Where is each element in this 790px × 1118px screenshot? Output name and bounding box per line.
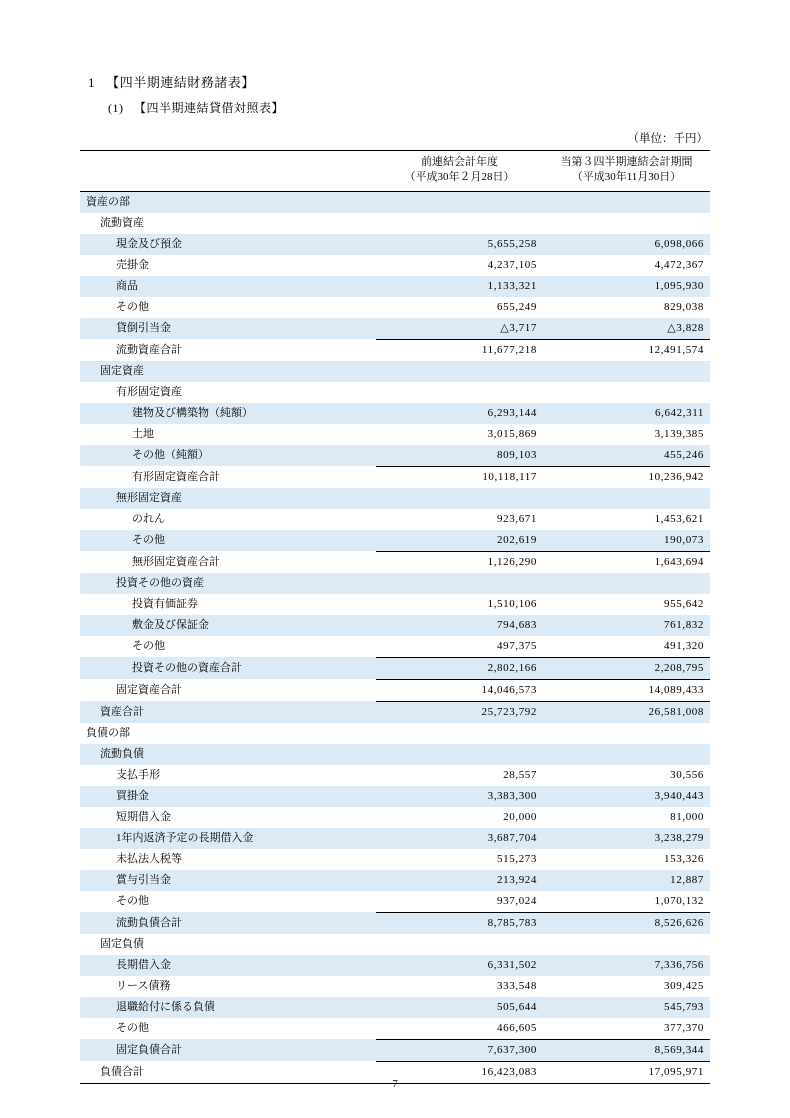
row-value-current: 153,326: [543, 849, 710, 870]
row-label: 資産合計: [80, 701, 376, 723]
row-value-current: 3,238,279: [543, 828, 710, 849]
table-row: [80, 765, 710, 786]
row-label: その他: [80, 297, 376, 318]
row-value-previous: 333,548: [376, 976, 543, 997]
table-row: [80, 912, 710, 934]
row-label: その他: [80, 636, 376, 658]
row-value-current: 190,073: [543, 530, 710, 552]
row-value-current: 1,453,621: [543, 509, 710, 530]
row-label: 負債の部: [80, 723, 376, 744]
subsection-heading: [80, 99, 710, 116]
unit-note: （単位：千円）: [627, 133, 708, 145]
row-value-previous: 16,423,083: [376, 1061, 543, 1083]
table-row: [80, 551, 710, 573]
row-value-previous: 11,677,218: [376, 339, 543, 361]
table-row: [80, 657, 710, 679]
row-label: その他: [80, 1018, 376, 1040]
section-number: 1: [88, 75, 95, 90]
row-value-current: [543, 213, 710, 234]
table-row: [80, 679, 710, 701]
row-label: 1年内返済予定の長期借入金: [80, 828, 376, 849]
row-value-previous: 923,671: [376, 509, 543, 530]
table-row: [80, 744, 710, 765]
row-label: 無形固定資産: [80, 488, 376, 509]
row-value-previous: [376, 723, 543, 744]
table-row: [80, 1018, 710, 1040]
column-header-current: [543, 151, 710, 192]
row-value-previous: 8,785,783: [376, 912, 543, 934]
row-value-previous: [376, 191, 543, 213]
row-value-current: [543, 361, 710, 382]
row-value-current: 309,425: [543, 976, 710, 997]
row-value-current: [543, 488, 710, 509]
table-row: [80, 488, 710, 509]
row-value-previous: △3,717: [376, 318, 543, 340]
row-value-previous: 2,802,166: [376, 657, 543, 679]
row-value-current: 2,208,795: [543, 657, 710, 679]
row-label: 有形固定資産: [80, 382, 376, 403]
row-value-current: 26,581,008: [543, 701, 710, 723]
table-row: [80, 213, 710, 234]
row-label: 賞与引当金: [80, 870, 376, 891]
row-value-previous: [376, 488, 543, 509]
column-header-previous: [376, 151, 543, 192]
table-row: [80, 573, 710, 594]
row-value-current: 377,370: [543, 1018, 710, 1040]
table-row: [80, 382, 710, 403]
row-value-previous: 655,249: [376, 297, 543, 318]
row-label: 固定資産合計: [80, 679, 376, 701]
row-label: 無形固定資産合計: [80, 551, 376, 573]
row-value-current: 1,070,132: [543, 891, 710, 913]
row-value-current: 3,139,385: [543, 424, 710, 445]
row-value-current: 4,472,367: [543, 255, 710, 276]
row-value-previous: 3,015,869: [376, 424, 543, 445]
row-label: 有形固定資産合計: [80, 466, 376, 488]
row-value-previous: 6,331,502: [376, 955, 543, 976]
row-value-previous: 515,273: [376, 849, 543, 870]
row-value-previous: 28,557: [376, 765, 543, 786]
column-header-current-line2: （平成30年11月30日）: [571, 170, 682, 183]
row-value-current: 10,236,942: [543, 466, 710, 488]
row-value-current: 3,940,443: [543, 786, 710, 807]
row-label: 資産の部: [80, 191, 376, 213]
row-label: 商品: [80, 276, 376, 297]
row-label: 売掛金: [80, 255, 376, 276]
section-title: 【四半期連結財務諸表】: [106, 75, 255, 90]
row-value-current: 545,793: [543, 997, 710, 1018]
row-label: 投資その他の資産合計: [80, 657, 376, 679]
row-label: 敷金及び保証金: [80, 615, 376, 636]
row-value-previous: 505,644: [376, 997, 543, 1018]
table-row: [80, 723, 710, 744]
row-value-current: 1,095,930: [543, 276, 710, 297]
column-header-current-line1: 当第３四半期連結会計期間: [560, 156, 693, 168]
row-value-current: 30,556: [543, 765, 710, 786]
row-value-previous: 7,637,300: [376, 1039, 543, 1061]
row-label: 固定負債合計: [80, 1039, 376, 1061]
row-value-current: 829,038: [543, 297, 710, 318]
row-value-previous: 1,510,106: [376, 594, 543, 615]
row-value-previous: 5,655,258: [376, 234, 543, 255]
table-row: [80, 466, 710, 488]
table-row: [80, 403, 710, 424]
table-row: [80, 870, 710, 891]
row-value-current: [543, 723, 710, 744]
table-row: [80, 636, 710, 658]
row-label: 短期借入金: [80, 807, 376, 828]
row-value-previous: [376, 213, 543, 234]
table-row: [80, 191, 710, 213]
table-row: [80, 255, 710, 276]
row-value-previous: 809,103: [376, 445, 543, 467]
row-value-current: 761,832: [543, 615, 710, 636]
row-label: 負債合計: [80, 1061, 376, 1083]
row-label: 長期借入金: [80, 955, 376, 976]
section-heading: [80, 72, 710, 91]
table-row: [80, 1039, 710, 1061]
row-value-previous: 14,046,573: [376, 679, 543, 701]
row-value-previous: 213,924: [376, 870, 543, 891]
row-value-previous: [376, 573, 543, 594]
table-row: [80, 615, 710, 636]
row-value-previous: 1,133,321: [376, 276, 543, 297]
table-row: [80, 594, 710, 615]
balance-sheet-table: [80, 150, 710, 1084]
row-label: その他: [80, 891, 376, 913]
row-value-previous: 794,683: [376, 615, 543, 636]
row-value-previous: 20,000: [376, 807, 543, 828]
row-value-current: [543, 573, 710, 594]
table-row: [80, 701, 710, 723]
table-row: [80, 339, 710, 361]
row-value-previous: [376, 744, 543, 765]
table-row: [80, 530, 710, 552]
table-row: [80, 934, 710, 955]
subsection-number: (1): [108, 101, 124, 115]
row-value-current: [543, 382, 710, 403]
row-value-previous: 937,024: [376, 891, 543, 913]
row-label: 未払法人税等: [80, 849, 376, 870]
column-header-blank: [80, 151, 376, 192]
table-row: [80, 276, 710, 297]
row-label: のれん: [80, 509, 376, 530]
table-row: [80, 509, 710, 530]
row-label: 貸倒引当金: [80, 318, 376, 340]
row-value-current: 6,642,311: [543, 403, 710, 424]
row-label: 固定資産: [80, 361, 376, 382]
table-row: [80, 955, 710, 976]
row-value-current: 7,336,756: [543, 955, 710, 976]
table-body: [80, 191, 710, 1083]
row-label: その他（純額）: [80, 445, 376, 467]
row-value-previous: [376, 934, 543, 955]
row-value-current: 8,569,344: [543, 1039, 710, 1061]
row-value-current: 1,643,694: [543, 551, 710, 573]
row-value-current: 12,887: [543, 870, 710, 891]
row-value-previous: 497,375: [376, 636, 543, 658]
column-header-previous-line2: （平成30年２月28日）: [404, 170, 515, 183]
table-header: [80, 151, 710, 192]
row-value-previous: [376, 361, 543, 382]
row-label: 流動資産合計: [80, 339, 376, 361]
row-value-previous: 4,237,105: [376, 255, 543, 276]
table-row: [80, 234, 710, 255]
row-value-current: [543, 191, 710, 213]
row-label: 投資有価証券: [80, 594, 376, 615]
row-label: 固定負債: [80, 934, 376, 955]
row-value-current: [543, 934, 710, 955]
row-value-current: 14,089,433: [543, 679, 710, 701]
row-value-current: 955,642: [543, 594, 710, 615]
row-value-previous: 3,687,704: [376, 828, 543, 849]
page-number: 7: [392, 1078, 398, 1090]
row-label: 流動負債合計: [80, 912, 376, 934]
table-row: [80, 976, 710, 997]
table-row: [80, 361, 710, 382]
table-row: [80, 828, 710, 849]
table-row: [80, 297, 710, 318]
row-label: 建物及び構築物（純額）: [80, 403, 376, 424]
row-label: 退職給付に係る負債: [80, 997, 376, 1018]
row-label: 支払手形: [80, 765, 376, 786]
row-value-previous: 6,293,144: [376, 403, 543, 424]
row-value-previous: 25,723,792: [376, 701, 543, 723]
row-label: 現金及び預金: [80, 234, 376, 255]
row-value-current: 81,000: [543, 807, 710, 828]
row-value-previous: 1,126,290: [376, 551, 543, 573]
table-row: [80, 445, 710, 467]
row-value-previous: 3,383,300: [376, 786, 543, 807]
row-value-current: 455,246: [543, 445, 710, 467]
row-value-current: 6,098,066: [543, 234, 710, 255]
table-row: [80, 318, 710, 340]
subsection-title: 【四半期連結貸借対照表】: [134, 101, 285, 115]
row-label: 流動負債: [80, 744, 376, 765]
row-value-current: 12,491,574: [543, 339, 710, 361]
column-header-previous-line1: 前連結会計年度: [421, 156, 498, 168]
row-label: 買掛金: [80, 786, 376, 807]
row-value-current: △3,828: [543, 318, 710, 340]
row-value-previous: 202,619: [376, 530, 543, 552]
table-row: [80, 997, 710, 1018]
row-label: 土地: [80, 424, 376, 445]
table-row: [80, 849, 710, 870]
row-label: 流動資産: [80, 213, 376, 234]
row-value-previous: 10,118,117: [376, 466, 543, 488]
table-row: [80, 786, 710, 807]
row-value-current: [543, 744, 710, 765]
row-value-current: 17,095,971: [543, 1061, 710, 1083]
table-row: [80, 424, 710, 445]
row-value-current: 8,526,626: [543, 912, 710, 934]
row-label: リース債務: [80, 976, 376, 997]
row-value-previous: 466,605: [376, 1018, 543, 1040]
row-label: その他: [80, 530, 376, 552]
row-label: 投資その他の資産: [80, 573, 376, 594]
table-row: [80, 807, 710, 828]
row-value-current: 491,320: [543, 636, 710, 658]
table-row: [80, 891, 710, 913]
row-value-previous: [376, 382, 543, 403]
